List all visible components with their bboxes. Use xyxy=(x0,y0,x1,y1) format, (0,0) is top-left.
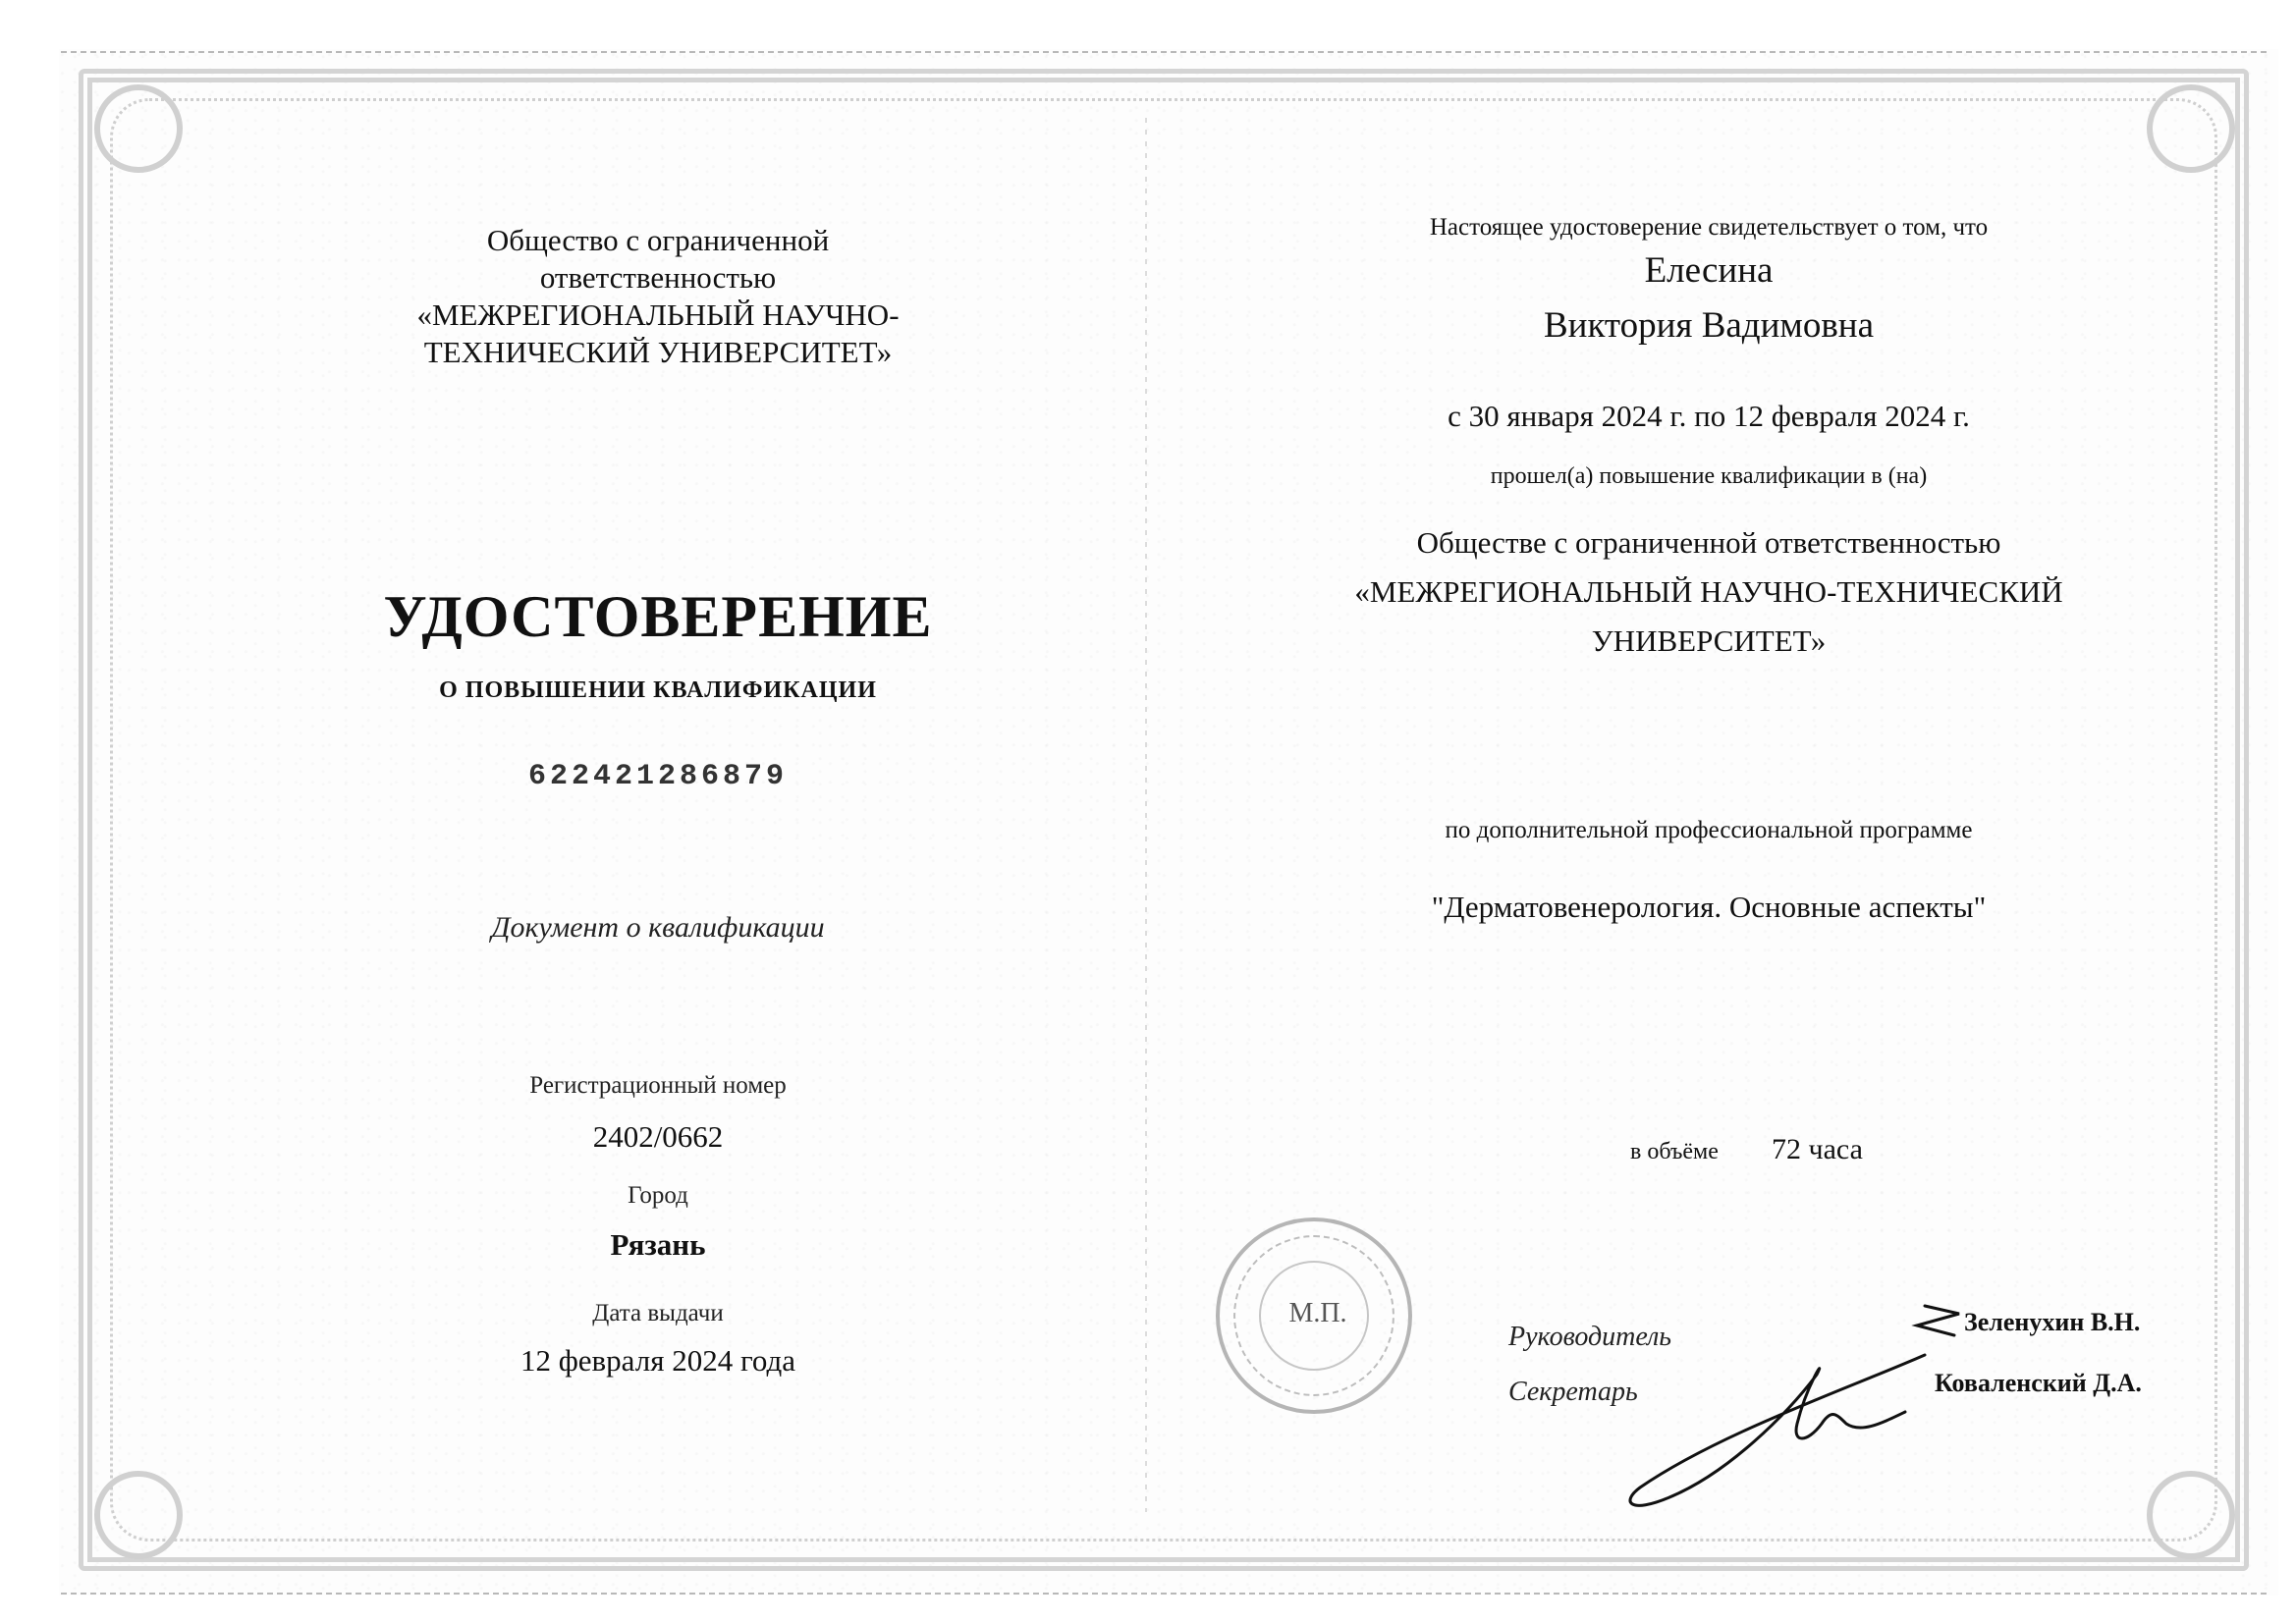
secretary-name: Коваленский Д.А. xyxy=(1935,1369,2142,1397)
intro-text: Настоящее удостоверение свидетельствует о том, что xyxy=(1429,214,1989,241)
corner-ornament-bottom-right xyxy=(2147,1471,2235,1559)
training-org-line-1: Обществе с ограниченной ответственностью xyxy=(1416,525,2001,560)
issuer-line-1: Общество с ограниченной xyxy=(486,223,830,257)
city-label: Город xyxy=(628,1182,688,1209)
issue-date: 12 февраля 2024 года xyxy=(519,1343,796,1378)
training-org-line-3: УНИВЕРСИТЕТ» xyxy=(1591,623,1827,658)
recipient-given-names: Виктория Вадимовна xyxy=(1543,305,1875,346)
passed-text: прошел(а) повышение квалификации в (на) xyxy=(1490,463,1928,489)
head-role: Руководитель xyxy=(1508,1322,1672,1352)
program-name: "Дерматовенерология. Основные аспекты" xyxy=(1431,890,1987,924)
city-value: Рязань xyxy=(610,1227,706,1262)
corner-ornament-top-left xyxy=(94,84,183,173)
training-period: с 30 января 2024 г. по 12 февраля 2024 г. xyxy=(1448,399,1970,433)
program-label: по дополнительной профессиональной программе xyxy=(1445,817,1973,843)
training-organization xyxy=(1257,518,2160,666)
issuer-organization xyxy=(295,222,1021,371)
training-org-line-2: «МЕЖРЕГИОНАЛЬНЫЙ НАУЧНО-ТЕХНИЧЕСКИЙ xyxy=(1354,574,2063,609)
volume-value: 72 часа xyxy=(1772,1133,1863,1165)
issuer-line-4: ТЕХНИЧЕСКИЙ УНИВЕРСИТЕТ» xyxy=(423,335,893,369)
secretary-role: Секретарь xyxy=(1508,1377,1638,1407)
certificate-subtitle: О ПОВЫШЕНИИ КВАЛИФИКАЦИИ xyxy=(439,677,877,703)
recipient-surname: Елесина xyxy=(1644,250,1774,291)
issuer-line-3: «МЕЖРЕГИОНАЛЬНЫЙ НАУЧНО- xyxy=(416,298,900,332)
stamp-label: М.П. xyxy=(1288,1298,1347,1328)
signature-main-stroke xyxy=(1630,1355,1925,1505)
document-kind: Документ о квалификации xyxy=(491,911,825,944)
registration-number: 2402/0662 xyxy=(592,1119,724,1154)
registration-label: Регистрационный номер xyxy=(529,1072,787,1099)
issuer-line-2: ответственностью xyxy=(539,260,777,295)
volume-label: в объёме xyxy=(1630,1139,1719,1164)
certificate-number: 622421286879 xyxy=(527,760,789,793)
seal-stamp xyxy=(1216,1217,1412,1414)
page-divider xyxy=(1145,118,1147,1512)
certificate-title: УДОСТОВЕРЕНИЕ xyxy=(383,584,933,649)
signature xyxy=(1611,1296,1964,1522)
signature-top-stroke xyxy=(1917,1306,1959,1335)
corner-ornament-bottom-left xyxy=(94,1471,183,1559)
head-name: Зеленухин В.Н. xyxy=(1964,1308,2141,1336)
issue-date-label: Дата выдачи xyxy=(592,1300,724,1326)
corner-ornament-top-right xyxy=(2147,84,2235,173)
